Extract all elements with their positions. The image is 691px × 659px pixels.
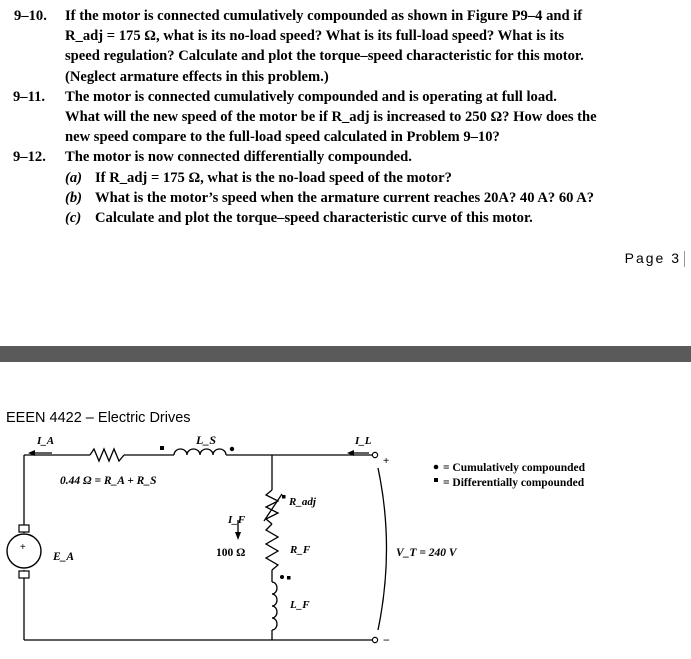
legend-round-dot <box>434 465 439 470</box>
terminal-plus-label: + <box>383 455 390 467</box>
shunt-round-dot <box>280 575 284 579</box>
problem-number: 9–10. <box>14 8 47 24</box>
series-inductor <box>174 449 226 455</box>
problem-number: 9–12. <box>13 149 46 166</box>
problem-line: R_adj = 175 Ω, what is its no-load speed? What is its full-load speed? What is its <box>65 28 565 45</box>
problem-line: (Neglect armature effects in this problem.) <box>65 68 329 85</box>
armature-plus-label: + <box>20 542 26 553</box>
series-square-dot <box>160 446 164 450</box>
terminal-positive <box>372 452 377 457</box>
series-resistor <box>90 449 124 461</box>
problem-text <box>65 6 686 87</box>
problem-line: new speed compare to the full-load speed calculated in Problem 9–10? <box>65 129 500 146</box>
adjustable-resistor <box>266 490 278 524</box>
page-number-text: Page 3 <box>624 250 681 266</box>
legend-square-dot <box>434 478 438 482</box>
field-inductor <box>272 582 277 630</box>
problem-intro: The motor is now connected differentially compounded. <box>65 149 412 166</box>
armature-brush-top <box>19 525 29 532</box>
legend-differential: = Differentially compounded <box>443 477 585 489</box>
problem-number: 9–11. <box>13 88 46 105</box>
problem-line: The motor is connected cumulatively compounded and is operating at full load. <box>65 88 557 105</box>
problem-part <box>65 208 686 228</box>
problem-9-12 <box>4 147 686 228</box>
r-f-label: R_F <box>290 544 311 556</box>
part-text: If R_adj = 175 Ω, what is the no-load speed of the motor? <box>95 169 452 186</box>
document-header: EEEN 4422 – Electric Drives <box>6 410 191 426</box>
part-text: What is the motor’s speed when the armature current reaches 20A? 40 A? 60 A? <box>95 189 595 206</box>
part-label: (b) <box>65 189 83 206</box>
problem-part <box>65 188 686 208</box>
problem-text <box>65 147 686 228</box>
problem-line: speed regulation? Calculate and plot the torque–speed characteristic for this motor. <box>65 48 584 65</box>
part-label: (c) <box>65 210 82 227</box>
r-adj-label: R_adj <box>289 496 316 508</box>
problem-9-11 <box>4 87 686 148</box>
series-resistance-label: 0.44 Ω = R_A + R_S <box>60 475 157 487</box>
legend-cumulative: = Cumulatively compounded <box>443 462 586 474</box>
field-resistor <box>266 524 278 570</box>
part-label: (a) <box>65 169 83 186</box>
armature-brush-bottom <box>19 571 29 578</box>
problem-line: If the motor is connected cumulatively compounded as shown in Figure P9–4 and if <box>65 8 583 24</box>
problem-text <box>65 87 686 148</box>
series-round-dot <box>230 447 234 451</box>
page-number-divider <box>684 251 685 267</box>
e-a-label: E_A <box>53 551 75 563</box>
l-s-label: L_S <box>196 433 217 447</box>
i-f-arrowhead <box>235 532 241 540</box>
terminal-minus-label: − <box>383 633 390 647</box>
v-t-label: V_T = 240 V <box>396 547 457 559</box>
page-number <box>625 250 685 267</box>
i-l-label: I_L <box>355 435 372 447</box>
page-break-bar <box>0 346 691 362</box>
i-a-label: I_A <box>37 435 55 447</box>
shunt-square-dot <box>282 495 286 499</box>
problem-part <box>65 168 686 188</box>
i-f-label: I_F <box>228 514 246 526</box>
shunt-square-dot-2 <box>287 576 291 580</box>
part-text: Calculate and plot the torque–speed characteristic curve of this motor. <box>95 210 533 227</box>
problem-line: What will the new speed of the motor be if R_adj is increased to 250 Ω? How does the <box>65 109 597 126</box>
terminal-negative <box>372 637 377 642</box>
terminal-voltage-brace <box>378 468 387 630</box>
circuit-diagram <box>0 420 691 659</box>
field-resistance-label: 100 Ω <box>216 547 246 559</box>
problem-list <box>4 6 686 228</box>
problem-9-10 <box>4 6 686 87</box>
l-f-label: L_F <box>290 599 310 611</box>
